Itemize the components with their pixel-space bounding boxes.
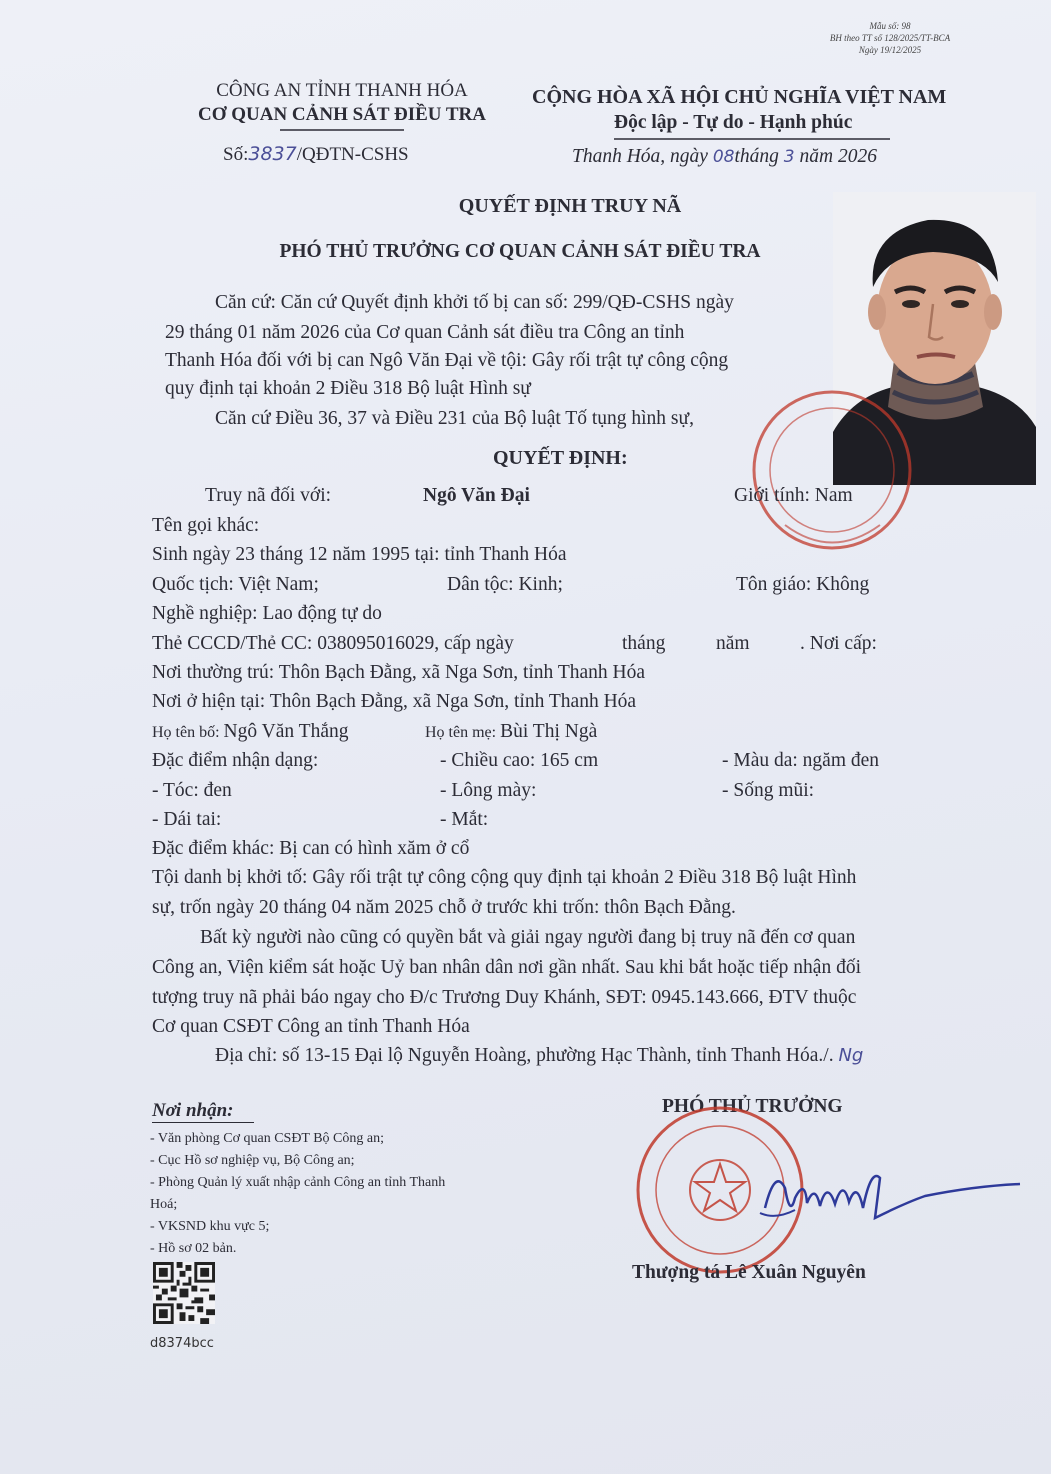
official-stamp-photo xyxy=(745,385,920,555)
date-month-label: tháng xyxy=(734,146,779,167)
mother-label: Họ tên mẹ: xyxy=(425,724,497,741)
recipients-underline xyxy=(152,1121,254,1124)
qr-code-label: d8374bcc xyxy=(150,1336,214,1351)
ethnicity: Dân tộc: Kinh; xyxy=(447,574,563,595)
document-number-handwritten: 3837 xyxy=(248,143,297,165)
recipient-item: - Cục Hồ sơ nghiệp vụ, Bộ Công an; xyxy=(150,1153,355,1168)
date-prefix: Thanh Hóa, ngày xyxy=(572,146,708,167)
document-number-suffix: /QĐTN-CSHS xyxy=(296,144,409,165)
signer-title: PHÓ THỦ TRƯỞNG xyxy=(662,1096,843,1117)
signature-scribble xyxy=(745,1158,1025,1238)
id-card: Thẻ CCCD/Thẻ CC: 038095016029, cấp ngày xyxy=(152,633,514,654)
notice-line-2: Công an, Viện kiểm sát hoặc Uỷ ban nhân dân nơi gần nhất. Sau khi bắt hoặc tiếp nhận đối xyxy=(152,957,861,978)
basis-line-3: Thanh Hóa đối với bị can Ngô Văn Đại về tội: Gây rối trật tự công cộng xyxy=(165,350,729,371)
recipients-heading: Nơi nhận: xyxy=(152,1100,234,1121)
recipient-item: - VKSND khu vực 5; xyxy=(150,1219,270,1234)
motto-underline xyxy=(614,137,890,141)
gender: Giới tính: Nam xyxy=(734,485,853,506)
charge-line-1: Tội danh bị khởi tố: Gây rối trật tự công cộng quy định tại khoản 2 Điều 318 Bộ luật Hình xyxy=(152,867,857,888)
id-place: . Nơi cấp: xyxy=(800,633,877,654)
eyes: - Mắt: xyxy=(440,809,489,830)
religion: Tôn giáo: Không xyxy=(736,574,870,595)
ears: - Dái tai: xyxy=(152,809,222,830)
form-number: Mẫu số: 98 xyxy=(869,21,911,31)
agency-underline xyxy=(280,128,404,132)
address-text: Địa chỉ: số 13-15 Đại lộ Nguyễn Hoàng, phường Hạc Thành, tỉnh Thanh Hóa./. xyxy=(215,1045,834,1066)
current-residence: Nơi ở hiện tại: Thôn Bạch Đằng, xã Nga Sơn, tỉnh Thanh Hóa xyxy=(152,691,637,712)
recipients-list xyxy=(150,1128,445,1260)
id-month: tháng xyxy=(622,633,666,654)
recipient-item: Hoá; xyxy=(150,1197,178,1212)
basis-line-2: 29 tháng 01 năm 2026 của Cơ quan Cảnh sát điều tra Công an tỉnh xyxy=(165,322,685,343)
wanted-label: Truy nã đối với: xyxy=(205,485,332,506)
agency-line-1: CÔNG AN TỈNH THANH HÓA xyxy=(216,80,468,101)
eyebrows: - Lông mày: xyxy=(440,780,537,801)
agency-line-2: CƠ QUAN CẢNH SÁT ĐIỀU TRA xyxy=(197,104,487,125)
signer-name: Thượng tá Lê Xuân Nguyên xyxy=(632,1262,866,1283)
mother-name: Bùi Thị Ngà xyxy=(500,721,598,742)
permanent-residence: Nơi thường trú: Thôn Bạch Đằng, xã Nga Sơn, tỉnh Thanh Hóa xyxy=(152,662,646,683)
notice-line-4: Cơ quan CSĐT Công an tỉnh Thanh Hóa xyxy=(152,1016,470,1037)
id-year: năm xyxy=(716,633,750,654)
address xyxy=(215,1041,863,1071)
father-label: Họ tên bố: xyxy=(152,724,220,741)
recipient-item: - Phòng Quản lý xuất nhập cảnh Công an tỉnh Thanh xyxy=(150,1175,446,1190)
date-day-handwritten: 08 xyxy=(712,147,735,167)
nation-title: CỘNG HÒA XÃ HỘI CHỦ NGHĨA VIỆT NAM xyxy=(532,86,947,108)
parents xyxy=(152,717,348,748)
form-date: Ngày 19/12/2025 xyxy=(858,45,922,55)
address-initials: Ng xyxy=(838,1045,864,1066)
charge-line-2: sự, trốn ngày 20 tháng 04 năm 2025 chỗ ở trước khi trốn: thôn Bạch Đằng. xyxy=(152,897,736,918)
notice-line-3: tượng truy nã phải báo ngay cho Đ/c Trương Duy Khánh, SĐT: 0945.143.666, ĐTV thuộc xyxy=(152,987,857,1008)
document-date xyxy=(572,146,877,168)
nation-motto: Độc lập - Tự do - Hạnh phúc xyxy=(614,112,853,133)
mother xyxy=(425,717,597,748)
date-month-handwritten: 3 xyxy=(783,147,795,167)
document-number-prefix: Số: xyxy=(223,144,249,165)
document-title: QUYẾT ĐỊNH TRUY NÃ xyxy=(458,195,682,217)
date-year: năm 2026 xyxy=(799,146,877,167)
document-number xyxy=(223,143,409,166)
notice-line-1: Bất kỳ người nào cũng có quyền bắt và giải ngay người đang bị truy nã đến cơ quan xyxy=(200,927,856,948)
father-name: Ngô Văn Thắng xyxy=(223,721,349,742)
other-features: Đặc điểm khác: Bị can có hình xăm ở cổ xyxy=(152,838,470,859)
alias: Tên gọi khác: xyxy=(152,515,260,536)
authority-title: PHÓ THỦ TRƯỞNG CƠ QUAN CẢNH SÁT ĐIỀU TRA xyxy=(279,241,761,262)
nose: - Sống mũi: xyxy=(722,780,815,801)
form-reference xyxy=(790,20,990,56)
height: - Chiều cao: 165 cm xyxy=(440,750,599,771)
wanted-name: Ngô Văn Đại xyxy=(423,485,530,506)
recipient-item: - Hồ sơ 02 bản. xyxy=(150,1241,237,1256)
qr-code xyxy=(153,1262,215,1324)
form-regulation: BH theo TT số 128/2025/TT-BCA xyxy=(829,33,951,43)
birth: Sinh ngày 23 tháng 12 năm 1995 tại: tỉnh Thanh Hóa xyxy=(152,544,567,565)
features-label: Đặc điểm nhận dạng: xyxy=(152,750,319,771)
decision-heading: QUYẾT ĐỊNH: xyxy=(493,447,628,469)
occupation: Nghề nghiệp: Lao động tự do xyxy=(152,603,382,624)
basis-line-1: Căn cứ: Căn cứ Quyết định khởi tố bị can số: 299/QĐ-CSHS ngày xyxy=(215,292,734,313)
recipient-item: - Văn phòng Cơ quan CSĐT Bộ Công an; xyxy=(150,1131,385,1146)
basis-line-4: quy định tại khoản 2 Điều 318 Bộ luật Hình sự xyxy=(165,378,531,399)
hair: - Tóc: đen xyxy=(152,780,232,801)
skin-color: - Màu da: ngăm đen xyxy=(722,750,880,771)
nationality: Quốc tịch: Việt Nam; xyxy=(152,574,319,595)
basis-line-5: Căn cứ Điều 36, 37 và Điều 231 của Bộ luật Tố tụng hình sự, xyxy=(215,408,694,429)
